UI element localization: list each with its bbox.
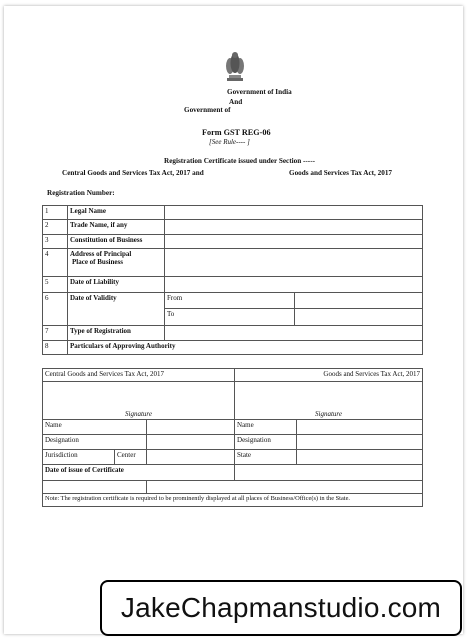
see-rule-text: [See Rule---- ] [209,138,250,146]
row-number: 2 [43,220,68,235]
validity-from-value [295,293,423,309]
row-label: Date of Validity [68,293,165,326]
center-value [147,450,235,465]
row-label: Particulars of Approving Authority [68,341,423,355]
center-label: Center [115,450,147,465]
blank-cell [43,481,147,494]
left-signature: Signature [43,382,235,420]
gst-act-header: Goods and Services Tax Act, 2017 [235,369,423,382]
table-row [43,220,423,235]
row-number: 7 [43,326,68,341]
table-row [43,435,423,450]
registration-number-label: Registration Number: [47,189,115,197]
address-value [165,249,423,277]
state-value [297,450,423,465]
cgst-act-line: Central Goods and Services Tax Act, 2017 and [62,169,204,177]
row-number: 8 [43,341,68,355]
table-row [43,277,423,293]
table-row [43,206,423,220]
national-emblem-icon [224,50,246,84]
note-text: Note: The registration certificate is required to be prominently displayed at all places of Business/Office(s) in the State. [43,494,423,507]
issue-date-value [235,465,423,481]
legal-name-value [165,206,423,220]
table-row [43,382,423,420]
type-registration-value [165,326,423,341]
right-name-label: Name [235,420,297,435]
blank-cell [147,481,423,494]
table-row [43,235,423,249]
right-signature: Signature [235,382,423,420]
row-number: 6 [43,293,68,326]
table-row [43,369,423,382]
table-row [43,494,423,507]
row-number: 4 [43,249,68,277]
cgst-act-header: Central Goods and Services Tax Act, 2017 [43,369,235,382]
jurisdiction-label: Jurisdiction [43,450,115,465]
gov-india-text: Government of India [227,88,292,96]
right-designation-label: Designation [235,435,297,450]
right-designation-value [297,435,423,450]
validity-to-value [295,309,423,326]
gst-act-line: Goods and Services Tax Act, 2017 [289,169,393,177]
issue-date-label: Date of issue of Certificate [43,465,235,481]
left-designation-value [147,435,235,450]
table-row [43,326,423,341]
row-number: 1 [43,206,68,220]
validity-to-label: To [165,309,295,326]
table-row [43,465,423,481]
table-row [43,420,423,435]
cert-issued-line: Registration Certificate issued under Section ----- [164,157,315,165]
row-number: 3 [43,235,68,249]
constitution-value [165,235,423,249]
form-title: Form GST REG-06 [202,128,271,137]
row-label [68,249,165,277]
document-page [4,6,463,634]
registration-details-table [42,205,423,355]
watermark-banner: JakeChapmanstudio.com [100,580,462,636]
gov-of-text: Government of [184,106,231,114]
table-row [43,450,423,465]
left-name-label: Name [43,420,147,435]
validity-from-label: From [165,293,295,309]
row-label: Trade Name, if any [68,220,165,235]
approving-authority-table [42,368,423,507]
left-name-value [147,420,235,435]
row-label: Type of Registration [68,326,165,341]
right-name-value [297,420,423,435]
left-designation-label: Designation [43,435,147,450]
date-liability-value [165,277,423,293]
row-number: 5 [43,277,68,293]
table-row [43,481,423,494]
table-row [43,341,423,355]
row-label: Constitution of Business [68,235,165,249]
address-label-line1: Address of Principal [70,250,132,258]
state-label: State [235,450,297,465]
trade-name-value [165,220,423,235]
table-row [43,293,423,309]
and-text: And [229,98,243,106]
row-label: Date of Liability [68,277,165,293]
table-row [43,249,423,277]
row-label: Legal Name [68,206,165,220]
address-label-line2: Place of Business [72,258,123,266]
